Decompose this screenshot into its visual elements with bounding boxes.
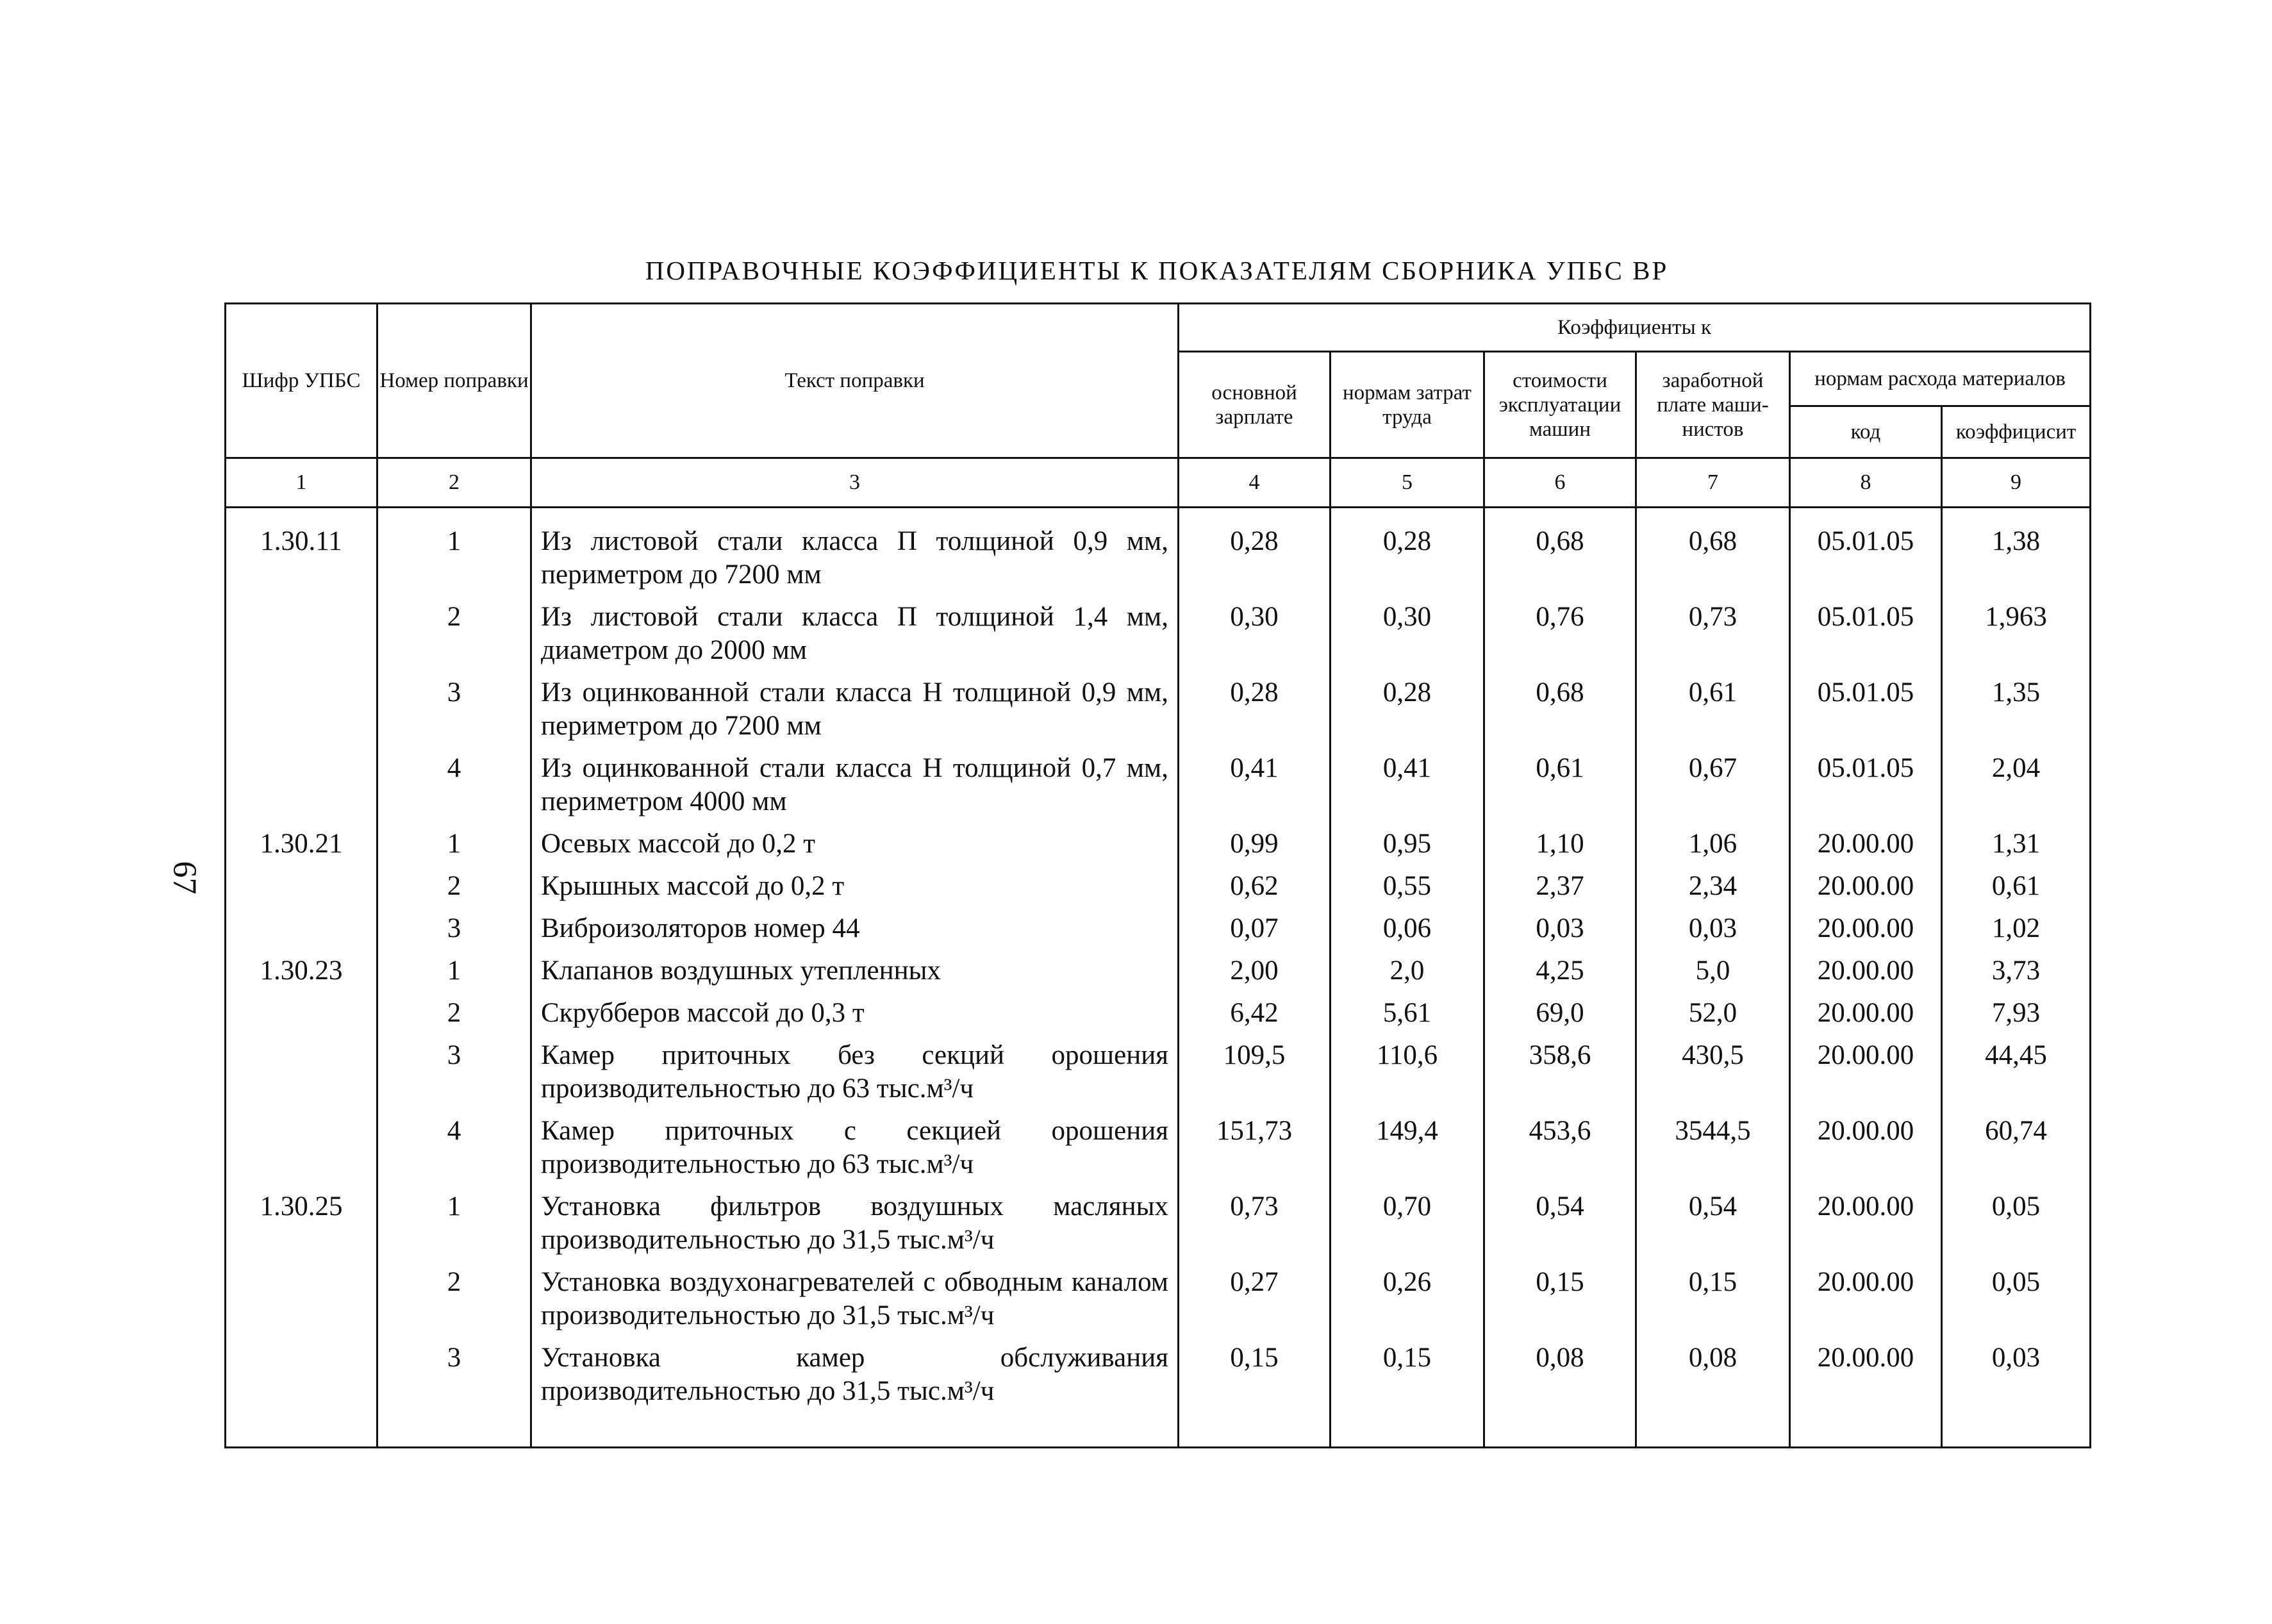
row-nomer: 2 (377, 1257, 531, 1332)
row-normam-zatrat: 149,4 (1331, 1106, 1484, 1181)
row-normam-zatrat: 0,26 (1331, 1257, 1484, 1332)
row-kod: 20.00.00 (1790, 1030, 1942, 1106)
row-osn-zarplate: 0,99 (1179, 818, 1331, 861)
row-kod: 05.01.05 (1790, 743, 1942, 818)
row-zarabotnoi: 3544,5 (1636, 1106, 1790, 1181)
row-zarabotnoi: 5,0 (1636, 945, 1790, 988)
table-row (226, 667, 2091, 743)
row-stoimosti: 69,0 (1484, 988, 1636, 1030)
row-shifr (226, 1257, 377, 1332)
row-normam-zatrat: 0,70 (1331, 1181, 1484, 1257)
row-zarabotnoi: 0,03 (1636, 903, 1790, 945)
row-kod: 20.00.00 (1790, 861, 1942, 903)
row-kod: 05.01.05 (1790, 667, 1942, 743)
row-osn-zarplate: 0,28 (1179, 508, 1331, 592)
row-kod: 20.00.00 (1790, 1181, 1942, 1257)
row-koefficient: 1,35 (1942, 667, 2091, 743)
row-zarabotnoi: 1,06 (1636, 818, 1790, 861)
row-nomer: 1 (377, 945, 531, 988)
table-row (226, 592, 2091, 667)
row-koefficient: 0,61 (1942, 861, 2091, 903)
table-header (226, 304, 2091, 508)
row-osn-zarplate: 6,42 (1179, 988, 1331, 1030)
row-stoimosti: 453,6 (1484, 1106, 1636, 1181)
table-row (226, 1257, 2091, 1332)
table-row (226, 1181, 2091, 1257)
row-koefficient: 44,45 (1942, 1030, 2091, 1106)
row-kod: 20.00.00 (1790, 818, 1942, 861)
row-kod: 20.00.00 (1790, 1106, 1942, 1181)
table-row (226, 743, 2091, 818)
row-normam-zatrat: 2,0 (1331, 945, 1484, 988)
row-nomer: 2 (377, 988, 531, 1030)
row-stoimosti: 0,68 (1484, 508, 1636, 592)
row-koefficient: 1,31 (1942, 818, 2091, 861)
table-body (226, 508, 2091, 1448)
row-koefficient: 1,02 (1942, 903, 2091, 945)
row-koefficient: 0,05 (1942, 1257, 2091, 1332)
row-koefficient: 3,73 (1942, 945, 2091, 988)
row-shifr: 1.30.21 (226, 818, 377, 861)
row-normam-zatrat: 0,95 (1331, 818, 1484, 861)
header-stoimosti: стоимости эксплуатации машин (1484, 352, 1636, 458)
header-tekst: Текст поправки (531, 304, 1179, 458)
row-shifr: 1.30.23 (226, 945, 377, 988)
header-normam-zatrat: нормам затрат труда (1331, 352, 1484, 458)
row-osn-zarplate: 2,00 (1179, 945, 1331, 988)
row-stoimosti: 0,76 (1484, 592, 1636, 667)
row-zarabotnoi: 52,0 (1636, 988, 1790, 1030)
row-osn-zarplate: 109,5 (1179, 1030, 1331, 1106)
row-normam-zatrat: 0,28 (1331, 667, 1484, 743)
row-stoimosti: 0,68 (1484, 667, 1636, 743)
row-zarabotnoi: 0,61 (1636, 667, 1790, 743)
row-nomer: 1 (377, 818, 531, 861)
header-koefficient: коэффицисит (1942, 406, 2091, 458)
header-osn-zarplate: основной зарплате (1179, 352, 1331, 458)
table-row (226, 508, 2091, 592)
row-osn-zarplate: 151,73 (1179, 1106, 1331, 1181)
row-nomer: 1 (377, 508, 531, 592)
row-osn-zarplate: 0,07 (1179, 903, 1331, 945)
row-tekst: Камер приточных без секций орошения производительностью до 63 тыс.м³/ч (531, 1030, 1179, 1106)
row-zarabotnoi: 0,67 (1636, 743, 1790, 818)
row-shifr (226, 743, 377, 818)
table-row (226, 903, 2091, 945)
row-normam-zatrat: 5,61 (1331, 988, 1484, 1030)
row-tekst: Установка воздухонагревателей с обводным каналом производительностью до 31,5 тыс.м³/ч (531, 1257, 1179, 1332)
table-row (226, 1030, 2091, 1106)
row-tekst: Клапанов воздушных утепленных (531, 945, 1179, 988)
row-osn-zarplate: 0,15 (1179, 1332, 1331, 1448)
row-osn-zarplate: 0,30 (1179, 592, 1331, 667)
row-kod: 20.00.00 (1790, 988, 1942, 1030)
row-tekst: Камер приточных с секцией орошения производительностью до 63 тыс.м³/ч (531, 1106, 1179, 1181)
row-normam-zatrat: 0,06 (1331, 903, 1484, 945)
row-shifr (226, 903, 377, 945)
row-stoimosti: 4,25 (1484, 945, 1636, 988)
row-shifr: 1.30.11 (226, 508, 377, 592)
row-stoimosti: 1,10 (1484, 818, 1636, 861)
column-number-row (226, 458, 2091, 508)
row-normam-zatrat: 0,55 (1331, 861, 1484, 903)
row-shifr (226, 1030, 377, 1106)
row-stoimosti: 0,54 (1484, 1181, 1636, 1257)
document-title: ПОПРАВОЧНЫЕ КОЭФФИЦИЕНТЫ К ПОКАЗАТЕЛЯМ СБОРНИКА УПБС ВР (645, 256, 1669, 285)
row-koefficient: 2,04 (1942, 743, 2091, 818)
coefficients-table (224, 302, 2091, 1448)
row-nomer: 3 (377, 667, 531, 743)
table-row (226, 988, 2091, 1030)
row-nomer: 2 (377, 861, 531, 903)
page-number: 67 (166, 861, 203, 895)
row-tekst: Установка камер обслуживания производительностью до 31,5 тыс.м³/ч (531, 1332, 1179, 1448)
row-nomer: 4 (377, 1106, 531, 1181)
row-osn-zarplate: 0,28 (1179, 667, 1331, 743)
row-normam-zatrat: 110,6 (1331, 1030, 1484, 1106)
row-stoimosti: 0,08 (1484, 1332, 1636, 1448)
row-nomer: 4 (377, 743, 531, 818)
row-osn-zarplate: 0,73 (1179, 1181, 1331, 1257)
row-zarabotnoi: 0,08 (1636, 1332, 1790, 1448)
row-tekst: Виброизоляторов номер 44 (531, 903, 1179, 945)
row-stoimosti: 0,15 (1484, 1257, 1636, 1332)
row-tekst: Из оцинкованной стали класса Н толщиной 0,7 мм, периметром 4000 мм (531, 743, 1179, 818)
row-zarabotnoi: 0,73 (1636, 592, 1790, 667)
table-row (226, 861, 2091, 903)
row-tekst: Из листовой стали класса П толщиной 1,4 мм, диаметром до 2000 мм (531, 592, 1179, 667)
column-number: 5 (1331, 458, 1484, 508)
row-nomer: 3 (377, 1030, 531, 1106)
row-nomer: 3 (377, 903, 531, 945)
row-shifr (226, 1106, 377, 1181)
header-shifr: Шифр УПБС (226, 304, 377, 458)
row-shifr (226, 988, 377, 1030)
column-number: 2 (377, 458, 531, 508)
row-koefficient: 1,38 (1942, 508, 2091, 592)
row-nomer: 1 (377, 1181, 531, 1257)
row-zarabotnoi: 0,68 (1636, 508, 1790, 592)
row-kod: 20.00.00 (1790, 945, 1942, 988)
row-stoimosti: 0,03 (1484, 903, 1636, 945)
row-stoimosti: 0,61 (1484, 743, 1636, 818)
row-nomer: 3 (377, 1332, 531, 1448)
row-tekst: Скрубберов массой до 0,3 т (531, 988, 1179, 1030)
table-row (226, 945, 2091, 988)
column-number: 6 (1484, 458, 1636, 508)
row-kod: 20.00.00 (1790, 1257, 1942, 1332)
table-row (226, 1332, 2091, 1448)
row-shifr: 1.30.25 (226, 1181, 377, 1257)
row-stoimosti: 2,37 (1484, 861, 1636, 903)
column-number: 4 (1179, 458, 1331, 508)
row-normam-zatrat: 0,41 (1331, 743, 1484, 818)
row-shifr (226, 592, 377, 667)
table-row (226, 1106, 2091, 1181)
header-zarabotnoi: заработной плате маши-нистов (1636, 352, 1790, 458)
row-nomer: 2 (377, 592, 531, 667)
row-koefficient: 60,74 (1942, 1106, 2091, 1181)
row-stoimosti: 358,6 (1484, 1030, 1636, 1106)
row-shifr (226, 667, 377, 743)
row-kod: 05.01.05 (1790, 592, 1942, 667)
header-koef-group: Коэффициенты к (1179, 304, 2091, 352)
column-number: 7 (1636, 458, 1790, 508)
column-number: 3 (531, 458, 1179, 508)
column-number: 9 (1942, 458, 2091, 508)
header-normam-rashoda: нормам расхода материалов (1790, 352, 2091, 406)
row-zarabotnoi: 0,15 (1636, 1257, 1790, 1332)
row-koefficient: 1,963 (1942, 592, 2091, 667)
table-row (226, 818, 2091, 861)
row-normam-zatrat: 0,15 (1331, 1332, 1484, 1448)
row-tekst: Из листовой стали класса П толщиной 0,9 мм, периметром до 7200 мм (531, 508, 1179, 592)
row-tekst: Из оцинкованной стали класса Н толщиной 0,9 мм, периметром до 7200 мм (531, 667, 1179, 743)
row-kod: 20.00.00 (1790, 903, 1942, 945)
header-kod: код (1790, 406, 1942, 458)
row-zarabotnoi: 0,54 (1636, 1181, 1790, 1257)
row-osn-zarplate: 0,27 (1179, 1257, 1331, 1332)
row-koefficient: 7,93 (1942, 988, 2091, 1030)
row-normam-zatrat: 0,28 (1331, 508, 1484, 592)
row-normam-zatrat: 0,30 (1331, 592, 1484, 667)
column-number: 8 (1790, 458, 1942, 508)
row-tekst: Установка фильтров воздушных масляных производительностью до 31,5 тыс.м³/ч (531, 1181, 1179, 1257)
row-zarabotnoi: 430,5 (1636, 1030, 1790, 1106)
header-nomer: Номер поправки (377, 304, 531, 458)
row-tekst: Осевых массой до 0,2 т (531, 818, 1179, 861)
row-tekst: Крышных массой до 0,2 т (531, 861, 1179, 903)
column-number: 1 (226, 458, 377, 508)
row-osn-zarplate: 0,41 (1179, 743, 1331, 818)
row-koefficient: 0,03 (1942, 1332, 2091, 1448)
row-kod: 05.01.05 (1790, 508, 1942, 592)
row-shifr (226, 1332, 377, 1448)
row-shifr (226, 861, 377, 903)
row-koefficient: 0,05 (1942, 1181, 2091, 1257)
row-kod: 20.00.00 (1790, 1332, 1942, 1448)
row-zarabotnoi: 2,34 (1636, 861, 1790, 903)
row-osn-zarplate: 0,62 (1179, 861, 1331, 903)
